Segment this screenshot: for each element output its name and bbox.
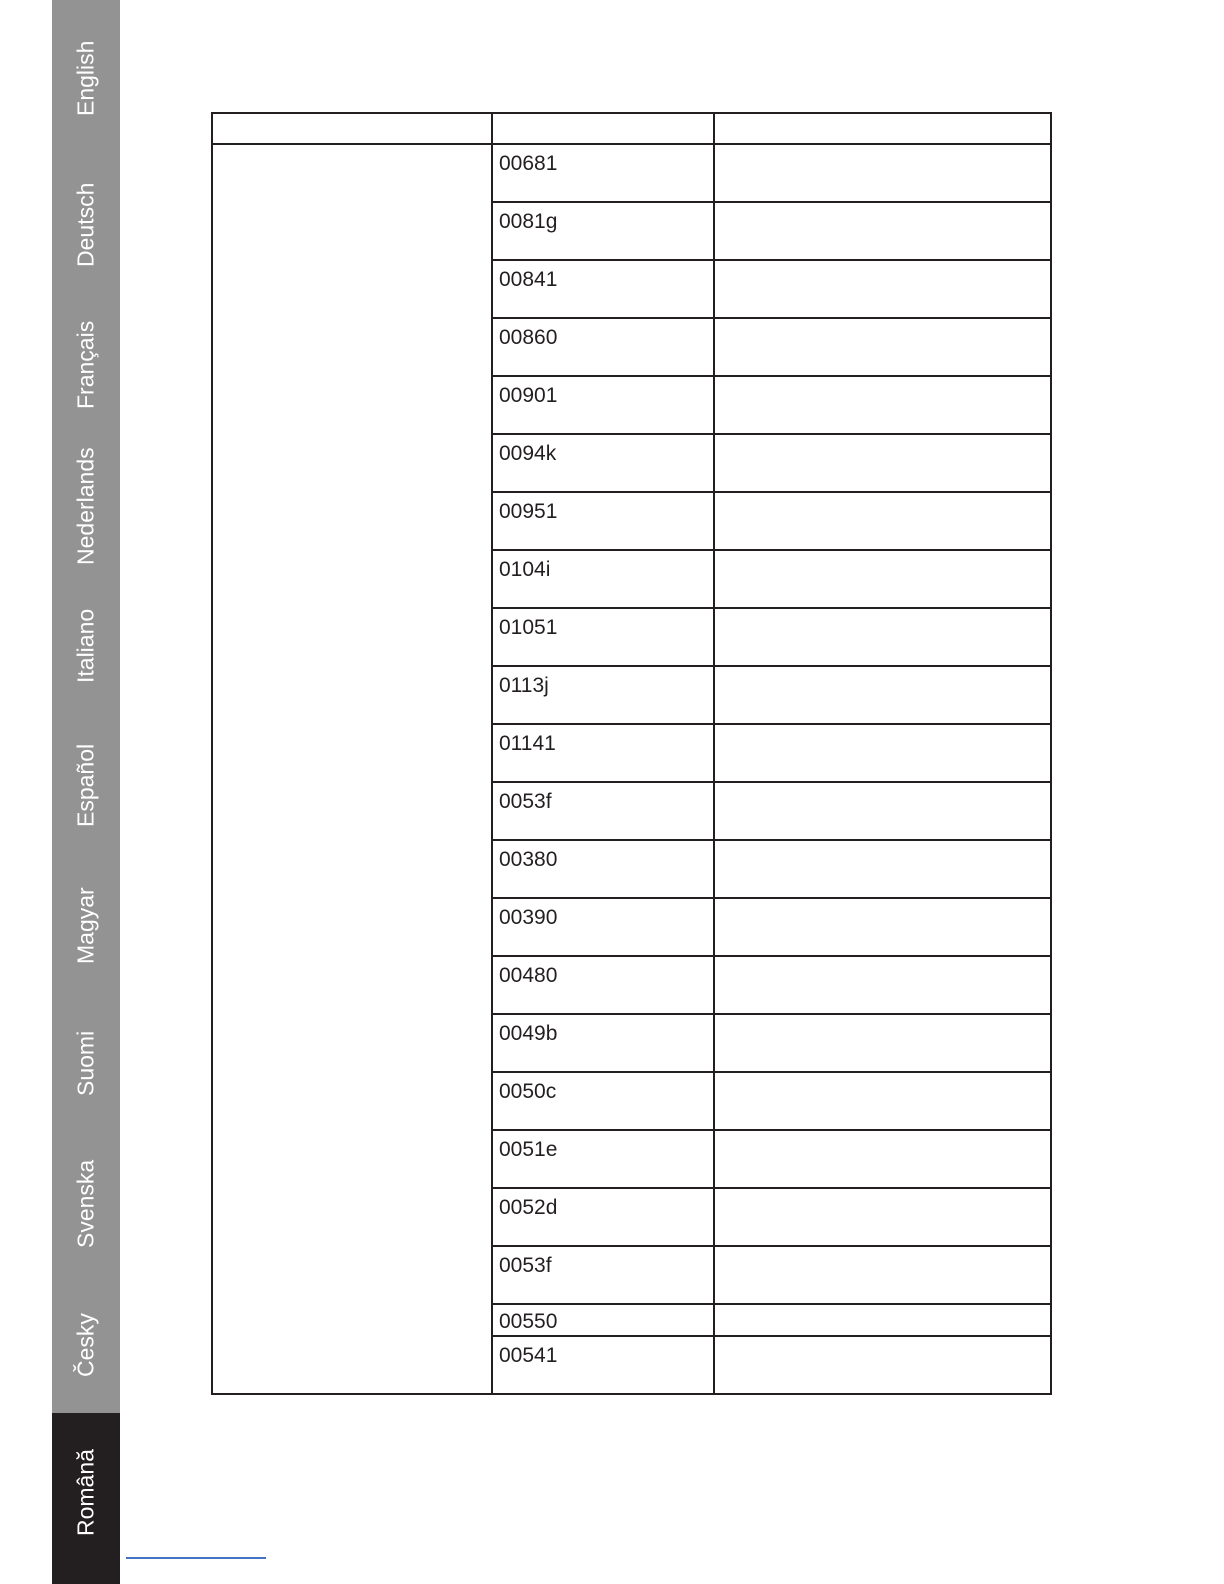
language-sidebar	[52, 0, 120, 1584]
code-cell: 0094k	[492, 434, 714, 492]
description-cell	[714, 492, 1051, 550]
group-cell	[212, 144, 492, 1394]
description-cell	[714, 782, 1051, 840]
language-tab-label: Italiano	[72, 608, 99, 683]
language-tab-label: Español	[72, 743, 99, 827]
code-cell: 00860	[492, 318, 714, 376]
description-cell	[714, 1336, 1051, 1394]
description-cell	[714, 1072, 1051, 1130]
language-tab-label: Deutsch	[72, 182, 99, 267]
code-cell: 0113j	[492, 666, 714, 724]
description-cell	[714, 1246, 1051, 1304]
code-cell: 0053f	[492, 782, 714, 840]
description-cell	[714, 1014, 1051, 1072]
footer-rule	[126, 1557, 266, 1559]
code-cell: 01141	[492, 724, 714, 782]
description-cell	[714, 434, 1051, 492]
language-tab-deutsch[interactable]	[52, 140, 120, 280]
language-tab-italiano[interactable]	[52, 575, 120, 715]
language-tab-label: Svenska	[72, 1159, 99, 1248]
code-cell: 0049b	[492, 1014, 714, 1072]
language-tab-english[interactable]	[52, 0, 120, 140]
code-cell: 0050c	[492, 1072, 714, 1130]
header-cell	[492, 113, 714, 144]
code-cell: 00951	[492, 492, 714, 550]
language-tab-label: Français	[72, 320, 99, 409]
code-cell: 00390	[492, 898, 714, 956]
code-cell: 0051e	[492, 1130, 714, 1188]
header-cell	[212, 113, 492, 144]
language-tab-magyar[interactable]	[52, 855, 120, 995]
description-cell	[714, 260, 1051, 318]
code-cell: 0052d	[492, 1188, 714, 1246]
language-tab-label: Nederlands	[72, 447, 99, 565]
language-tab-label: English	[72, 40, 99, 116]
language-tab-romana[interactable]	[52, 1413, 120, 1584]
table-header-row	[212, 113, 1051, 144]
description-cell	[714, 202, 1051, 260]
code-cell: 0081g	[492, 202, 714, 260]
description-cell	[714, 318, 1051, 376]
description-cell	[714, 724, 1051, 782]
description-cell	[714, 608, 1051, 666]
language-tab-nederlands[interactable]	[52, 420, 120, 575]
code-cell: 00380	[492, 840, 714, 898]
description-cell	[714, 144, 1051, 202]
description-cell	[714, 956, 1051, 1014]
header-cell	[714, 113, 1051, 144]
code-cell: 00550	[492, 1304, 714, 1336]
language-tab-cesky[interactable]	[52, 1275, 120, 1413]
language-tab-label: Magyar	[72, 887, 99, 964]
code-cell: 01051	[492, 608, 714, 666]
code-cell: 00841	[492, 260, 714, 318]
description-cell	[714, 376, 1051, 434]
language-tab-francais[interactable]	[52, 280, 120, 420]
description-cell	[714, 1188, 1051, 1246]
language-tab-espanol[interactable]	[52, 715, 120, 855]
description-cell	[714, 550, 1051, 608]
table-row	[212, 144, 1051, 202]
description-cell	[714, 840, 1051, 898]
language-tab-svenska[interactable]	[52, 1135, 120, 1275]
description-cell	[714, 666, 1051, 724]
code-cell: 00681	[492, 144, 714, 202]
description-cell	[714, 1130, 1051, 1188]
code-cell: 00541	[492, 1336, 714, 1394]
language-tab-label: Română	[72, 1449, 99, 1536]
code-cell: 00480	[492, 956, 714, 1014]
language-tab-label: Česky	[72, 1313, 99, 1377]
language-tab-label: Suomi	[72, 1030, 99, 1096]
codes-table	[211, 112, 1052, 1395]
description-cell	[714, 1304, 1051, 1336]
code-cell: 0104i	[492, 550, 714, 608]
code-cell: 00901	[492, 376, 714, 434]
code-cell: 0053f	[492, 1246, 714, 1304]
description-cell	[714, 898, 1051, 956]
language-tab-suomi[interactable]	[52, 995, 120, 1135]
